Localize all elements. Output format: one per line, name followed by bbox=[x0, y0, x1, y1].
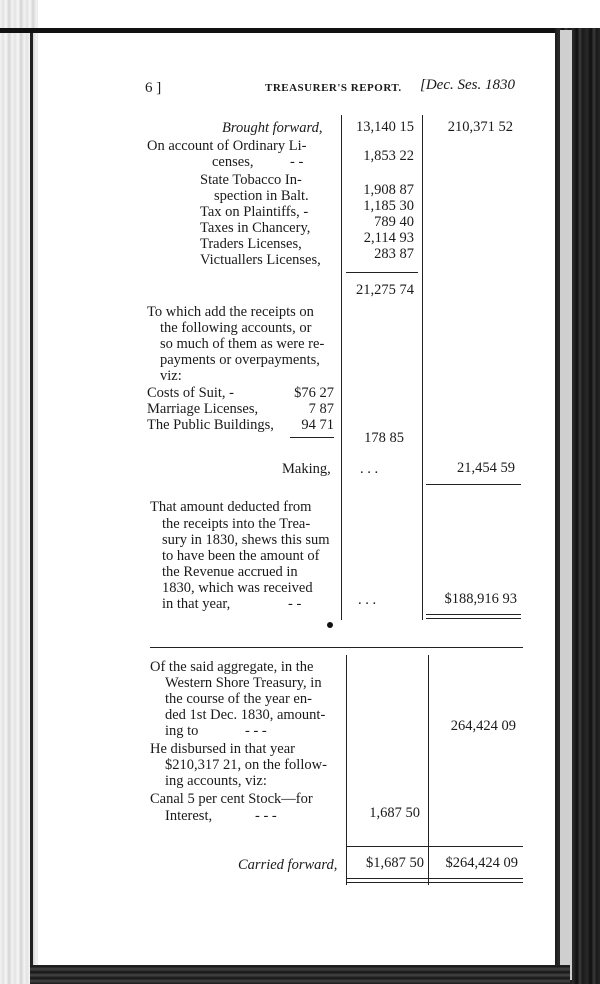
scan-right-highlight bbox=[560, 30, 572, 980]
ordinary-licenses-line1: On account of Ordinary Li- bbox=[147, 138, 307, 154]
marriage-licenses-amount: 7 87 bbox=[308, 401, 334, 417]
scan-bottom-edge bbox=[30, 965, 570, 984]
column-rule-1 bbox=[341, 115, 342, 620]
aggregate-line-5: ing to bbox=[165, 723, 199, 739]
traders-amount: 2,114 93 bbox=[363, 230, 414, 246]
deducted-line-2: the receipts into the Trea- bbox=[162, 516, 311, 532]
tobacco-amount: 1,908 87 bbox=[363, 182, 414, 198]
ink-blot bbox=[327, 622, 333, 628]
section-separator-rule bbox=[150, 647, 523, 648]
aggregate-line-1: Of the said aggregate, in the bbox=[150, 659, 314, 675]
aggregate-line-3: the course of the year en- bbox=[165, 691, 312, 707]
disbursed-line-1: He disbursed in that year bbox=[150, 741, 295, 757]
deducted-line-5: the Revenue accrued in bbox=[162, 564, 298, 580]
carried-forward-label: Carried forward, bbox=[238, 857, 338, 873]
victuallers-label: Victuallers Licenses, bbox=[200, 252, 321, 268]
scan-top-edge bbox=[0, 28, 560, 33]
making-leaders: . . . bbox=[360, 461, 379, 477]
victuallers-amount: 283 87 bbox=[374, 246, 414, 262]
deducted-line-3: sury in 1830, shews this sum bbox=[162, 532, 330, 548]
deducted-double-rule-2 bbox=[426, 618, 521, 619]
scan-left-edge bbox=[30, 30, 33, 970]
making-total: 21,454 59 bbox=[457, 460, 515, 476]
carried-bottom-rule-2 bbox=[346, 882, 523, 883]
aggregate-line-4: ded 1st Dec. 1830, amount- bbox=[165, 707, 326, 723]
traders-label: Traders Licenses, bbox=[200, 236, 302, 252]
public-buildings-amount: 94 71 bbox=[301, 417, 334, 433]
canal-amount: 1,687 50 bbox=[369, 805, 420, 821]
deducted-double-rule-1 bbox=[426, 614, 521, 615]
aggregate-line-2: Western Shore Treasury, in bbox=[165, 675, 322, 691]
receipts-line-5: viz: bbox=[160, 368, 182, 384]
public-buildings-label: The Public Buildings, bbox=[147, 417, 274, 433]
deducted-line-1: That amount deducted from bbox=[150, 499, 312, 515]
deducted-leaders: - - bbox=[288, 596, 302, 612]
session-label: [Dec. Ses. 1830 bbox=[420, 77, 515, 93]
receipts-line-3: so much of them as were re- bbox=[160, 336, 325, 352]
deducted-total: $188,916 93 bbox=[444, 591, 517, 607]
disbursed-line-3: ing accounts, viz: bbox=[165, 773, 267, 789]
brought-forward-amount: 13,140 15 bbox=[356, 119, 414, 135]
running-title: TREASURER'S REPORT. bbox=[265, 82, 402, 94]
subtotal-rule bbox=[346, 272, 418, 273]
making-label: Making, bbox=[282, 461, 331, 477]
deducted-dots: . . . bbox=[358, 592, 377, 608]
costs-of-suit-label: Costs of Suit, - bbox=[147, 385, 235, 401]
carried-forward-amount: $1,687 50 bbox=[366, 855, 424, 871]
marriage-licenses-label: Marriage Licenses, bbox=[147, 401, 259, 417]
brought-forward-total: 210,371 52 bbox=[447, 119, 513, 135]
deducted-line-4: to have been the amount of bbox=[162, 548, 320, 564]
chancery-label: Taxes in Chancery, bbox=[200, 220, 311, 236]
deducted-line-6: 1830, which was received bbox=[162, 580, 313, 596]
carried-forward-total: $264,424 09 bbox=[445, 855, 518, 871]
canal-line-2: Interest, bbox=[165, 808, 213, 824]
costs-of-suit-amount: $76 27 bbox=[294, 385, 334, 401]
making-rule bbox=[426, 484, 521, 485]
tobacco-line2: spection in Balt. bbox=[214, 188, 309, 204]
receipts-line-2: the following accounts, or bbox=[160, 320, 312, 336]
deducted-line-7: in that year, bbox=[162, 596, 231, 612]
canal-line-1: Canal 5 per cent Stock—for bbox=[150, 791, 313, 807]
receipts-line-1: To which add the receipts on bbox=[147, 304, 314, 320]
carried-bottom-rule-1 bbox=[346, 878, 523, 879]
aggregate-total: 264,424 09 bbox=[450, 718, 516, 734]
receipts-total: 178 85 bbox=[364, 430, 404, 446]
column-rule-3 bbox=[346, 655, 347, 885]
disbursed-line-2: $210,317 21, on the follow- bbox=[165, 757, 327, 773]
receipts-rule bbox=[290, 437, 334, 438]
chancery-amount: 789 40 bbox=[374, 214, 414, 230]
ordinary-licenses-line2: censes, bbox=[212, 154, 254, 170]
subtotal-amount: 21,275 74 bbox=[356, 282, 414, 298]
plaintiffs-amount: 1,185 30 bbox=[363, 198, 414, 214]
carried-top-rule bbox=[346, 846, 523, 847]
receipts-line-4: payments or overpayments, bbox=[160, 352, 320, 368]
canal-leaders: - - - bbox=[255, 808, 277, 824]
column-rule-2 bbox=[422, 115, 423, 620]
tobacco-line1: State Tobacco In- bbox=[200, 172, 302, 188]
page-number: 6 ] bbox=[145, 80, 162, 96]
ordinary-licenses-amount: 1,853 22 bbox=[363, 148, 414, 164]
column-rule-4 bbox=[428, 655, 429, 885]
plaintiffs-label: Tax on Plaintiffs, - bbox=[200, 204, 309, 220]
brought-forward-label: Brought forward, bbox=[222, 120, 323, 136]
ordinary-licenses-leaders: - - bbox=[290, 154, 304, 170]
aggregate-leaders: - - - bbox=[245, 723, 267, 739]
